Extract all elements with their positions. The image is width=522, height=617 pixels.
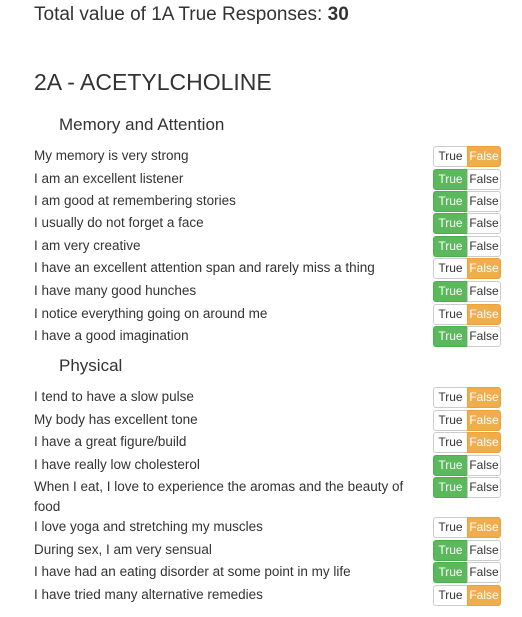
true-button[interactable]: True (433, 585, 467, 606)
false-button[interactable]: False (467, 281, 501, 302)
true-false-toggle (433, 410, 501, 431)
true-false-toggle (433, 146, 501, 167)
question-text: I am good at remembering stories (34, 193, 236, 208)
true-button[interactable]: True (433, 326, 467, 347)
group-title: Memory and Attention (59, 115, 225, 134)
group-title: Physical (59, 356, 123, 375)
question-text: When I eat, I love to experience the aromas and the beauty of food (34, 479, 404, 514)
false-button[interactable]: False (467, 410, 501, 431)
question-text: I am an excellent listener (34, 171, 184, 186)
true-button[interactable]: True (433, 281, 467, 302)
true-button[interactable]: True (433, 213, 467, 234)
true-button[interactable]: True (433, 517, 467, 538)
false-button[interactable]: False (467, 146, 501, 167)
true-button[interactable]: True (433, 169, 467, 190)
false-button[interactable]: False (467, 258, 501, 279)
true-button[interactable]: True (433, 477, 467, 498)
question-text: I tend to have a slow pulse (34, 389, 194, 404)
true-false-toggle (433, 236, 501, 257)
section-title: 2A - ACETYLCHOLINE (34, 69, 272, 95)
true-button[interactable]: True (433, 410, 467, 431)
question-text: I have an excellent attention span and rarely miss a thing (34, 260, 375, 275)
true-false-toggle (433, 387, 501, 408)
true-false-toggle (433, 304, 501, 325)
true-false-toggle (433, 281, 501, 302)
question-text: I have a good imagination (34, 328, 189, 343)
question-text: I have had an eating disorder at some point in my life (34, 564, 351, 579)
false-button[interactable]: False (467, 236, 501, 257)
false-button[interactable]: False (467, 387, 501, 408)
false-button[interactable]: False (467, 477, 501, 498)
true-button[interactable]: True (433, 562, 467, 583)
question-text: My body has excellent tone (34, 412, 198, 427)
true-button[interactable]: True (433, 387, 467, 408)
true-button[interactable]: True (433, 304, 467, 325)
question-text: I have tried many alternative remedies (34, 587, 263, 602)
total-label: Total value of 1A True Responses: (34, 4, 328, 25)
true-button[interactable]: True (433, 191, 467, 212)
false-button[interactable]: False (467, 213, 501, 234)
total-true-responses (34, 4, 349, 26)
false-button[interactable]: False (467, 562, 501, 583)
question-text: My memory is very strong (34, 148, 189, 163)
question-text: I have really low cholesterol (34, 457, 200, 472)
true-button[interactable]: True (433, 455, 467, 476)
true-false-toggle (433, 213, 501, 234)
false-button[interactable]: False (467, 585, 501, 606)
true-false-toggle (433, 326, 501, 347)
question-text: I notice everything going on around me (34, 306, 268, 321)
false-button[interactable]: False (467, 455, 501, 476)
true-button[interactable]: True (433, 146, 467, 167)
true-button[interactable]: True (433, 236, 467, 257)
question-text: During sex, I am very sensual (34, 542, 212, 557)
total-value: 30 (327, 4, 349, 25)
true-false-toggle (433, 169, 501, 190)
question-text: I am very creative (34, 238, 141, 253)
true-button[interactable]: True (433, 432, 467, 453)
true-false-toggle (433, 517, 501, 538)
true-false-toggle (433, 455, 501, 476)
true-button[interactable]: True (433, 540, 467, 561)
false-button[interactable]: False (467, 169, 501, 190)
false-button[interactable]: False (467, 540, 501, 561)
true-false-toggle (433, 562, 501, 583)
true-false-toggle (433, 477, 501, 498)
false-button[interactable]: False (467, 326, 501, 347)
question-text: I have a great figure/build (34, 434, 187, 449)
false-button[interactable]: False (467, 304, 501, 325)
question-text: I have many good hunches (34, 283, 197, 298)
question-text: I love yoga and stretching my muscles (34, 519, 263, 534)
false-button[interactable]: False (467, 517, 501, 538)
question-text: I usually do not forget a face (34, 215, 204, 230)
true-button[interactable]: True (433, 258, 467, 279)
true-false-toggle (433, 585, 501, 606)
true-false-toggle (433, 191, 501, 212)
false-button[interactable]: False (467, 432, 501, 453)
true-false-toggle (433, 432, 501, 453)
false-button[interactable]: False (467, 191, 501, 212)
true-false-toggle (433, 258, 501, 279)
true-false-toggle (433, 540, 501, 561)
